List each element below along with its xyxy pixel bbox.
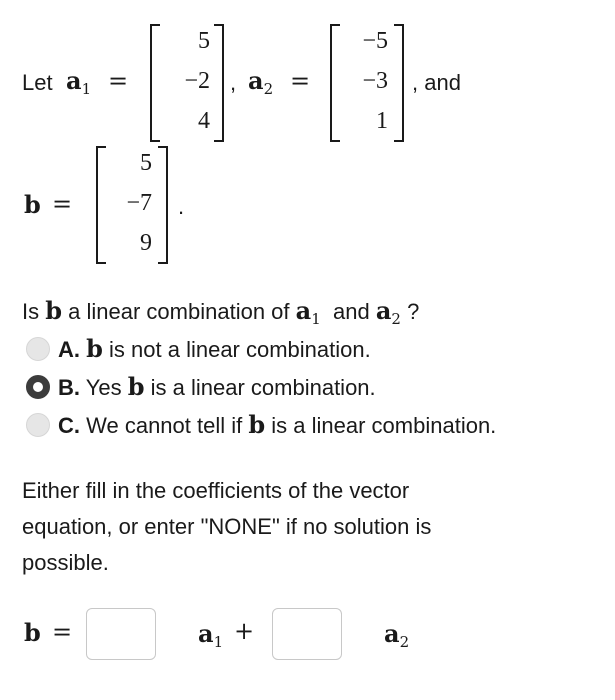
instructions-line-1: Either fill in the coefficients of the vector: [22, 478, 410, 503]
right-bracket: [158, 146, 168, 264]
option-a-label: A. b is not a linear combination.: [58, 334, 371, 363]
radio-option-b[interactable]: [26, 375, 50, 399]
let-label: Let: [22, 70, 53, 95]
left-bracket: [150, 24, 160, 142]
a1-symbol: $a_1$: [66, 66, 92, 98]
a1-entry-2: −2: [184, 68, 210, 94]
equals-sign-b: =: [52, 190, 73, 218]
a2-entry-2: −3: [362, 68, 388, 94]
a2-entry-1: −5: [362, 28, 388, 54]
plus-sign: +: [234, 617, 255, 645]
b-symbol: b: [24, 190, 41, 219]
option-c-label: C. We cannot tell if b is a linear combination.: [58, 410, 497, 439]
right-bracket: [394, 24, 404, 142]
a1-entry-1: 5: [198, 28, 210, 54]
radio-option-a[interactable]: [26, 337, 50, 361]
a2-symbol: $a_2$: [248, 66, 274, 98]
b-entry-1: 5: [140, 150, 152, 176]
period: .: [178, 194, 185, 219]
instructions-line-3: possible.: [22, 550, 109, 575]
a1-entry-3: 4: [198, 108, 210, 134]
b-symbol-equation: b: [24, 618, 41, 647]
comma-separator: ,: [230, 70, 237, 95]
a2-symbol-equation: $a_2$: [384, 619, 410, 651]
a1-symbol-equation: $a_1$: [198, 619, 224, 651]
equals-sign-a2: =: [290, 67, 311, 95]
question-text: Is b a linear combination of $a_1$ and $a_2$ ?: [22, 296, 420, 328]
coefficient-1-input[interactable]: [86, 608, 156, 660]
instructions-line-2: equation, or enter "NONE" if no solution is: [22, 514, 432, 539]
and-label: , and: [412, 70, 461, 95]
a2-entry-3: 1: [376, 108, 388, 134]
equals-sign-a1: =: [108, 67, 129, 95]
right-bracket: [214, 24, 224, 142]
b-entry-2: −7: [126, 190, 152, 216]
option-b-label: B. Yes b is a linear combination.: [58, 372, 376, 401]
coefficient-2-input[interactable]: [272, 608, 342, 660]
b-entry-3: 9: [140, 230, 152, 256]
equals-sign-equation: =: [52, 618, 73, 646]
radio-option-c[interactable]: [26, 413, 50, 437]
